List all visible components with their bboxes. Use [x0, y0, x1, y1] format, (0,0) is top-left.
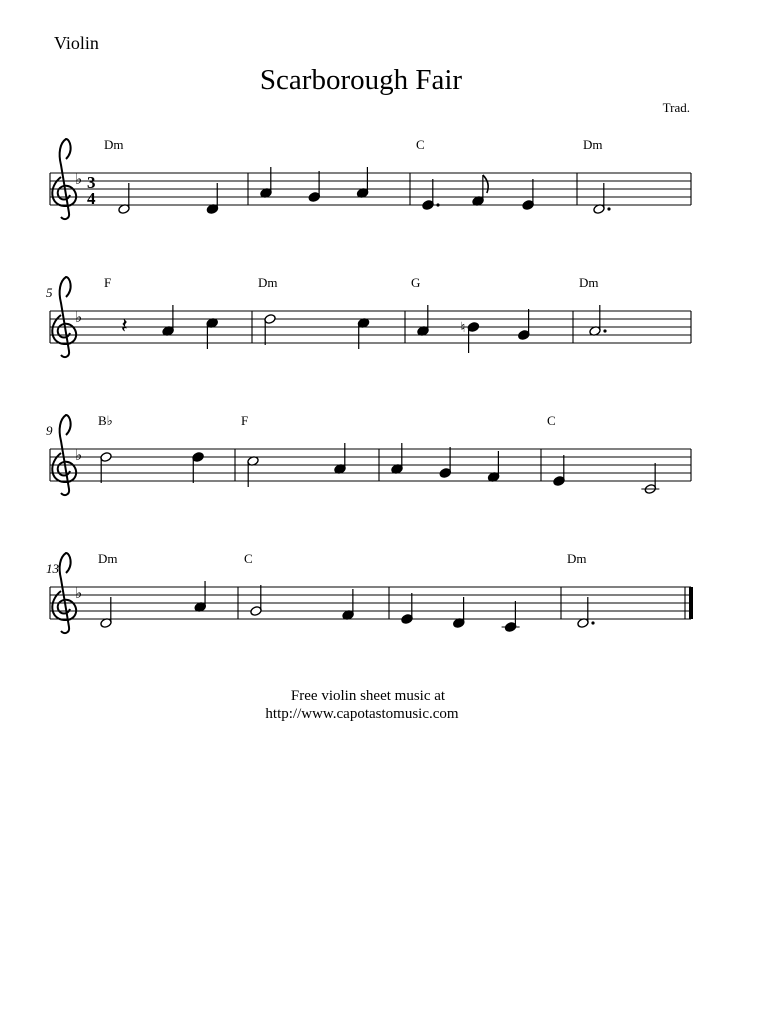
key-signature-flat: ♭ [75, 448, 83, 464]
treble-clef-icon [52, 415, 76, 495]
chord-symbol: Dm [579, 275, 599, 290]
quarter-rest: 𝄽 [121, 313, 128, 338]
chord-symbol: Dm [104, 137, 124, 152]
page-title: Scarborough Fair [259, 64, 463, 96]
chord-symbol: Dm [567, 551, 587, 566]
natural-sign: ♮ [460, 321, 466, 336]
dot [603, 329, 606, 332]
chord-symbol: Dm [258, 275, 278, 290]
chord-symbol: B♭ [98, 413, 113, 428]
footer-line-1: Free violin sheet music at [290, 688, 446, 704]
time-signature-bottom: 4 [87, 189, 96, 208]
staff-system [46, 551, 691, 633]
dot [591, 621, 594, 624]
staff-system [46, 413, 691, 495]
music-systems [46, 137, 691, 633]
key-signature-flat: ♭ [75, 586, 83, 602]
measure-number: 5 [46, 285, 53, 300]
chord-symbol: C [416, 137, 425, 152]
chord-symbol: G [411, 275, 421, 290]
chord-symbol: F [241, 413, 249, 428]
chord-symbol: Dm [583, 137, 603, 152]
staff-system [50, 137, 691, 219]
chord-symbol: Dm [98, 551, 118, 566]
composer-credit: Trad. [662, 100, 690, 115]
chord-symbol: F [104, 275, 112, 290]
chord-symbol: C [244, 551, 253, 566]
measure-number: 13 [46, 561, 59, 576]
measure-number: 9 [46, 423, 53, 438]
instrument-label: Violin [54, 33, 99, 53]
eighth-flag [483, 175, 488, 193]
dot [436, 203, 439, 206]
key-signature-flat: ♭ [75, 310, 83, 326]
chord-symbol: C [547, 413, 556, 428]
treble-clef-icon [52, 277, 76, 357]
dot [607, 207, 610, 210]
treble-clef-icon [52, 139, 76, 219]
footer-link[interactable]: http://www.capotastomusic.com [265, 706, 459, 722]
key-signature-flat: ♭ [75, 172, 83, 188]
time-signature-top: 3 [87, 173, 96, 192]
staff-system [46, 275, 691, 357]
